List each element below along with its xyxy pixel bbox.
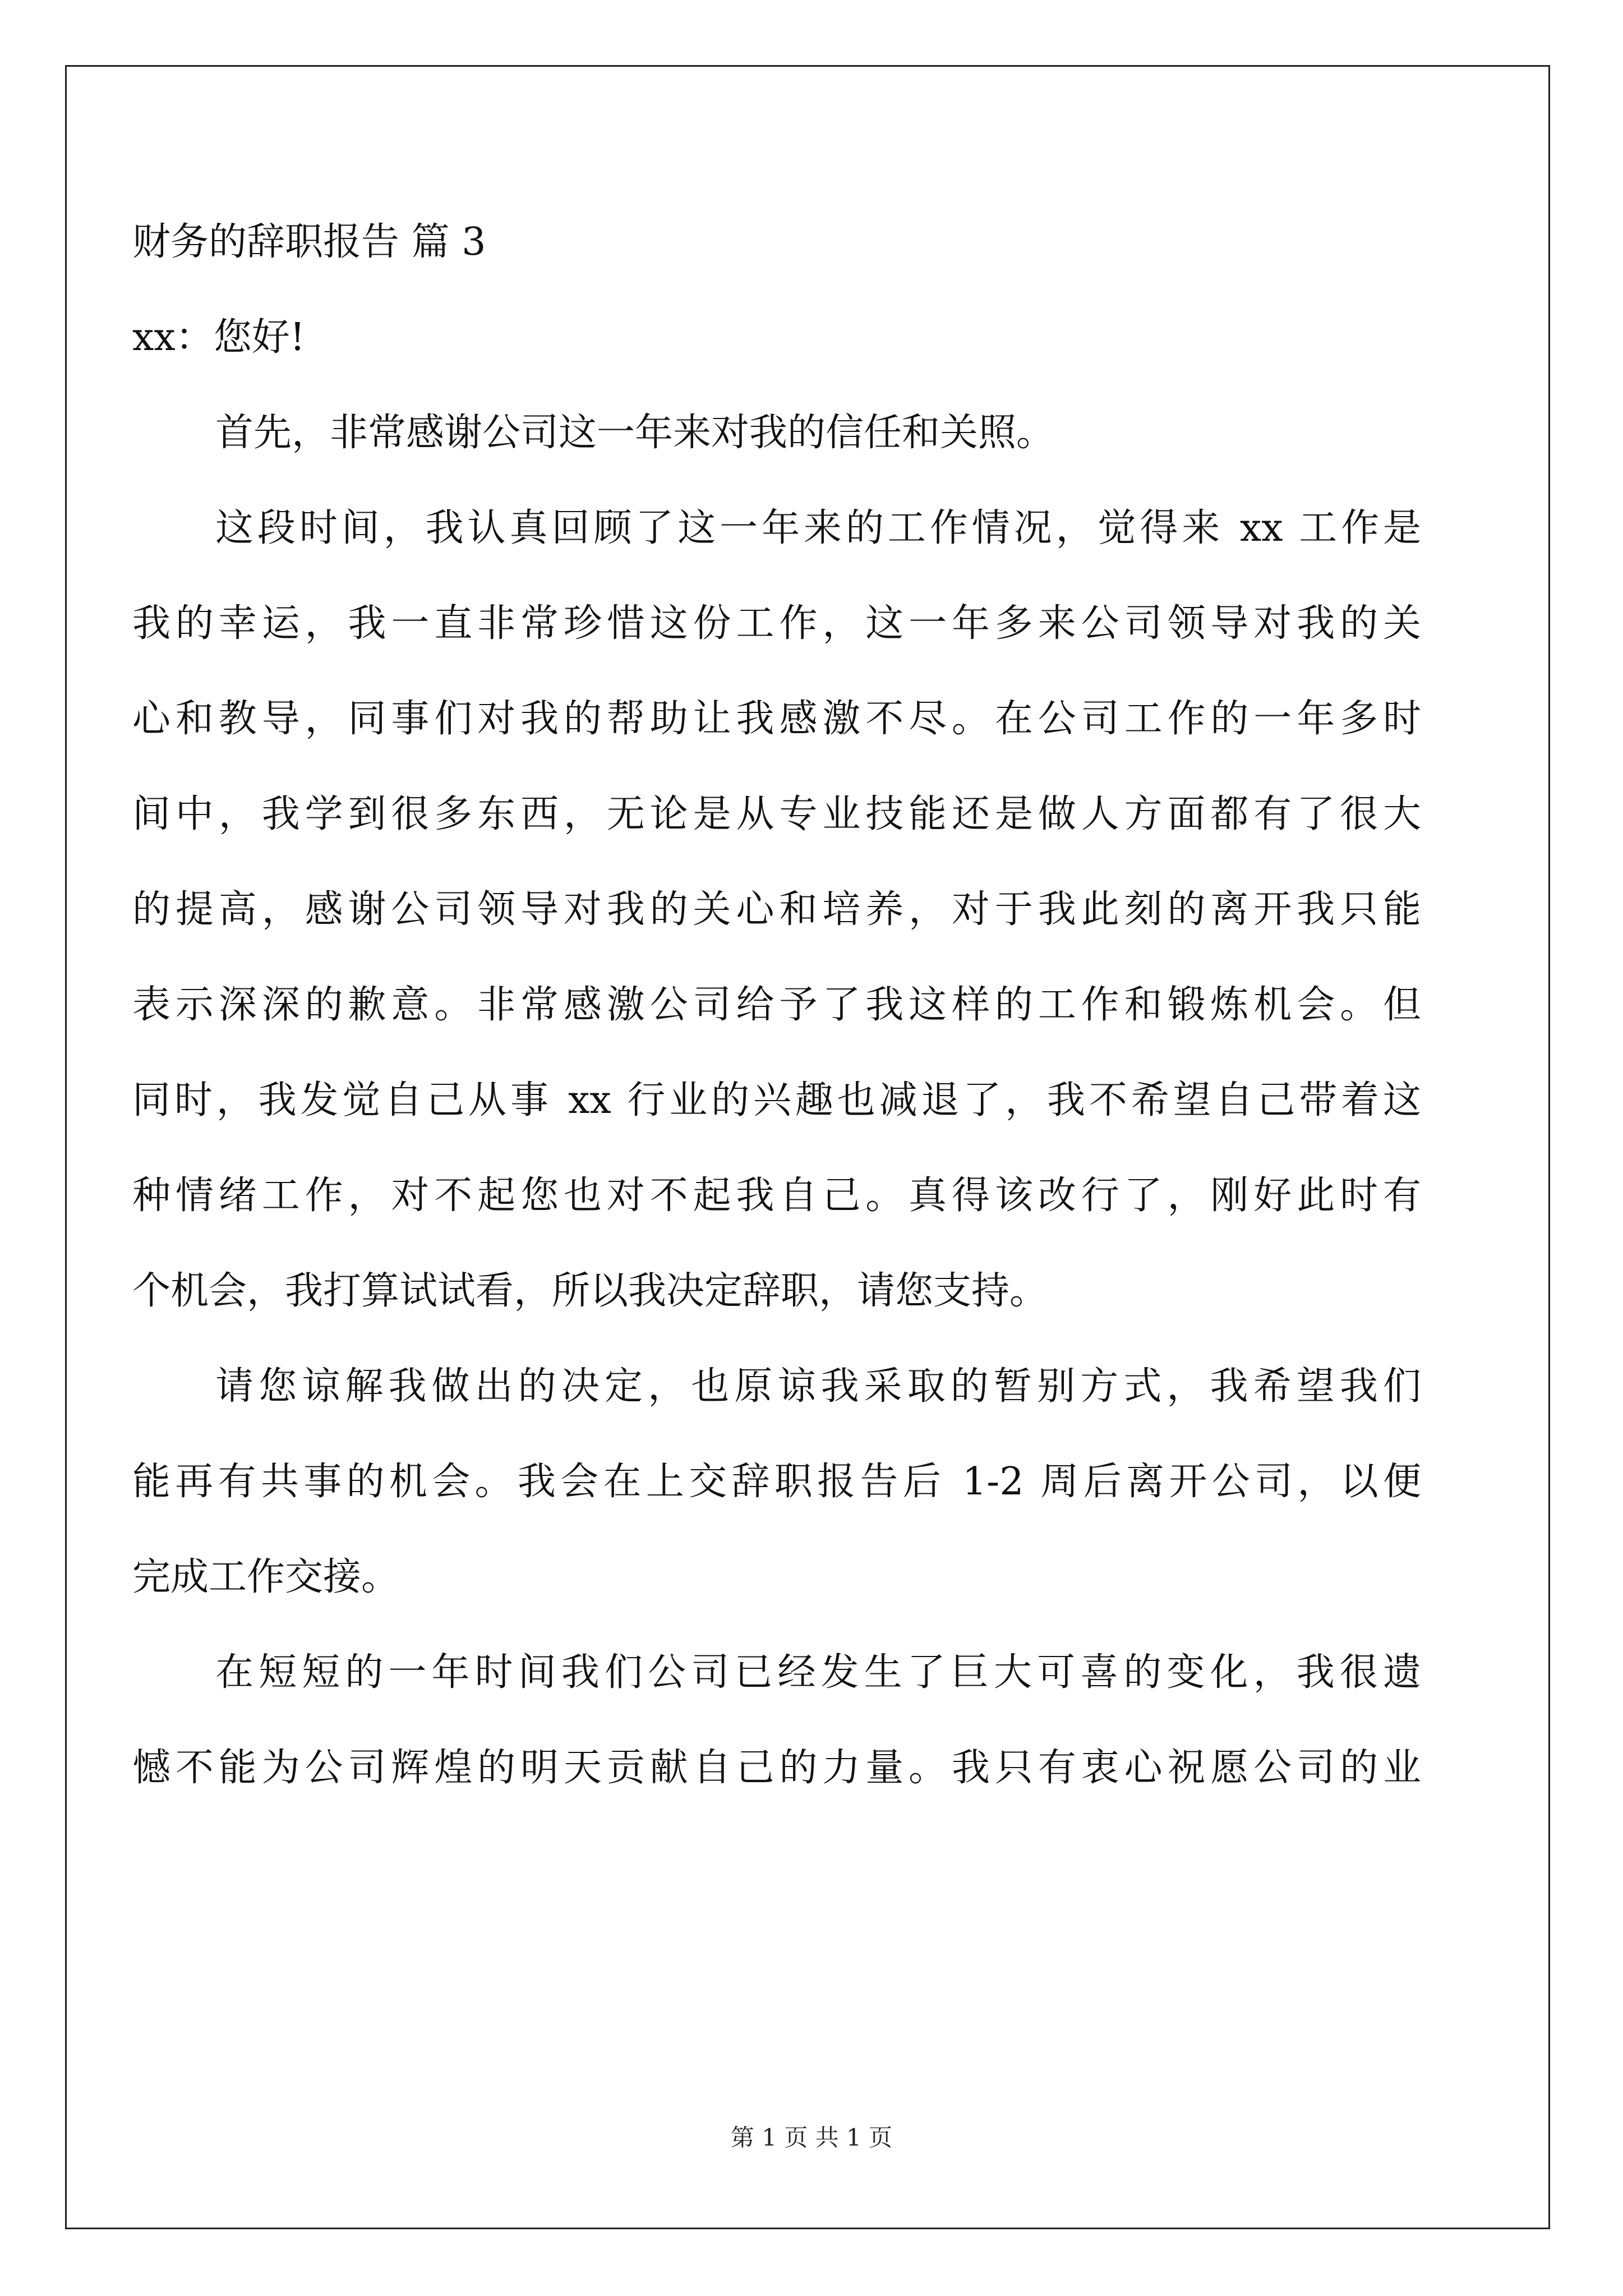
paragraph-2-line-5: 的提高，感谢公司领导对我的关心和培养，对于我此刻的离开我只能 (132, 887, 1421, 932)
paragraph-2-line-6: 表示深深的歉意。非常感激公司给予了我这样的工作和锻炼机会。但 (132, 983, 1421, 1027)
paragraph-2-line-7: 同时，我发觉自己从事 xx 行业的兴趣也减退了，我不希望自己带着这 (132, 1078, 1421, 1122)
paragraph-3-line-3: 完成工作交接。 (132, 1555, 400, 1599)
paragraph-4-line-1: 在短短的一年时间我们公司已经发生了巨大可喜的变化，我很遗 (215, 1650, 1421, 1695)
document-title: 财务的辞职报告 篇 3 (132, 220, 486, 264)
paragraph-2-line-4: 间中，我学到很多东西，无论是从专业技能还是做人方面都有了很大 (132, 792, 1421, 836)
paragraph-2-line-8: 种情绪工作，对不起您也对不起我自己。真得该改行了，刚好此时有 (132, 1174, 1421, 1218)
paragraph-4-line-2: 憾不能为公司辉煌的明天贡献自己的力量。我只有衷心祝愿公司的业 (132, 1746, 1421, 1790)
paragraph-1-line-1: 首先，非常感谢公司这一年来对我的信任和关照。 (215, 411, 1055, 455)
paragraph-2-line-1: 这段时间，我认真回顾了这一年来的工作情况，觉得来 xx 工作是 (215, 506, 1421, 550)
paragraph-3-line-2: 能再有共事的机会。我会在上交辞职报告后 1-2 周后离开公司，以便 (132, 1460, 1421, 1504)
page-frame (65, 65, 1550, 2229)
salutation: xx：您好! (132, 315, 306, 360)
paragraph-2-line-9: 个机会，我打算试试看，所以我决定辞职，请您支持。 (132, 1269, 1048, 1313)
page-footer: 第 1 页 共 1 页 (730, 2124, 893, 2151)
paragraph-2-line-2: 我的幸运，我一直非常珍惜这份工作，这一年多来公司领导对我的关 (132, 601, 1421, 646)
paragraph-2-line-3: 心和教导，同事们对我的帮助让我感激不尽。在公司工作的一年多时 (132, 697, 1421, 741)
paragraph-3-line-1: 请您谅解我做出的决定，也原谅我采取的暂别方式，我希望我们 (215, 1364, 1421, 1409)
